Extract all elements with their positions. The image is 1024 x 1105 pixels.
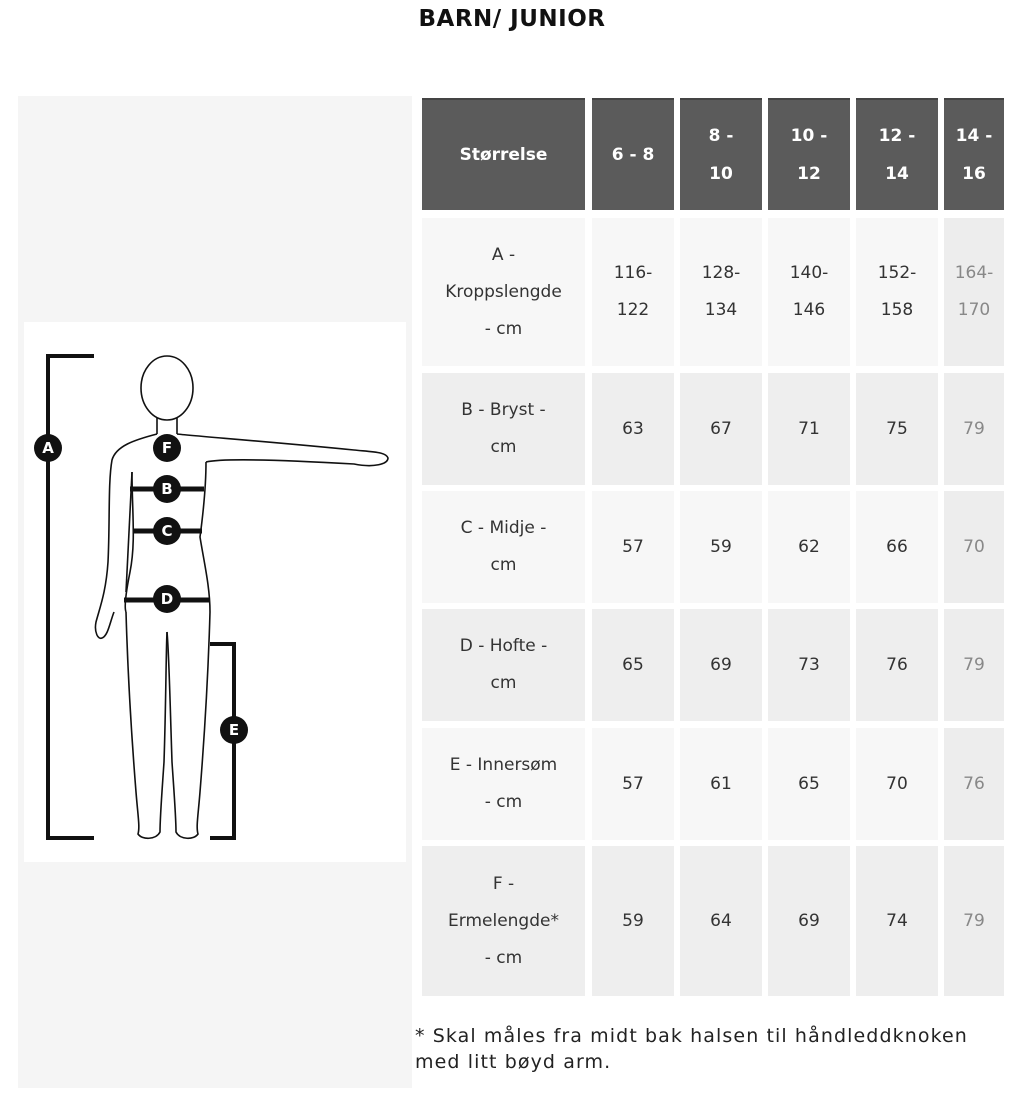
table-cell-line: 164- [954, 263, 994, 283]
bracket-a [48, 356, 94, 838]
table-cell [768, 491, 850, 603]
row-label-line: E - Innersøm [449, 755, 558, 775]
table-cell-line: 69 [710, 654, 732, 675]
table-cell [680, 218, 762, 366]
table-cell-line: 122 [616, 300, 650, 320]
body-outline [95, 356, 388, 838]
table-cell-line: 76 [886, 654, 908, 675]
table-cell [680, 373, 762, 485]
table-cell-line: 65 [622, 654, 644, 675]
table-cell [680, 846, 762, 996]
table-cell [768, 846, 850, 996]
row-label [422, 373, 585, 485]
header-size-col [768, 98, 850, 210]
table-cell [592, 728, 674, 840]
table-cell [592, 846, 674, 996]
marker-b-label: B [161, 480, 173, 498]
header-size-col [856, 98, 938, 210]
marker-f-label: F [161, 439, 173, 457]
row-label-line: F - [492, 873, 515, 894]
table-cell-line: 65 [798, 773, 820, 794]
table-cell-line: 59 [622, 910, 644, 931]
row-label-line: cm [490, 673, 517, 693]
table-cell [592, 373, 674, 485]
header-size-col [592, 98, 674, 210]
row-label-line: Kroppslengde [445, 281, 562, 302]
header-size-col [944, 98, 1004, 210]
table-cell-line: 76 [963, 773, 985, 794]
table-cell [592, 218, 674, 366]
table-cell-line: 70 [886, 773, 908, 794]
table-cell [944, 846, 1004, 996]
marker-d-label: D [160, 590, 174, 608]
table-cell-line: 57 [622, 773, 644, 794]
table-cell-line: 62 [798, 536, 820, 557]
header-size-col-line: 10 - [790, 126, 828, 146]
table-cell-line: 63 [622, 418, 644, 439]
table-cell [856, 728, 938, 840]
table-cell [768, 373, 850, 485]
table-cell-line: 73 [798, 654, 820, 675]
row-label-line: D - Hofte - [459, 636, 548, 656]
row-label-line: A - [491, 244, 516, 265]
table-cell-line: 74 [886, 910, 908, 931]
table-cell-line: 79 [963, 910, 985, 931]
table-cell-line: 79 [963, 418, 985, 439]
table-cell [768, 218, 850, 366]
table-cell-line: 79 [963, 654, 985, 675]
header-size-col-line: 12 [797, 164, 821, 184]
marker-a-label: A [42, 439, 54, 457]
footnote-line-2: med litt bøyd arm. [415, 1051, 612, 1073]
marker-e-label: E [228, 721, 240, 739]
footnote-line-1: * Skal måles fra midt bak halsen til håndleddknoken [415, 1025, 968, 1047]
header-size-col [680, 98, 762, 210]
row-label-line: B - Bryst - [461, 400, 546, 420]
table-cell-line: 140- [789, 263, 829, 283]
table-cell-line: 69 [798, 910, 820, 931]
table-cell-line: 75 [886, 418, 908, 439]
table-cell [856, 609, 938, 721]
table-cell-line: 59 [710, 536, 732, 557]
table-cell-line: 70 [963, 536, 985, 557]
header-size-col-line: 14 - [955, 126, 993, 146]
table-cell [944, 373, 1004, 485]
table-cell-line: 134 [704, 300, 738, 320]
table-cell-line: 170 [957, 300, 991, 320]
header-size-col-line: 6 - 8 [611, 145, 655, 165]
page-title: BARN/ JUNIOR [418, 6, 606, 32]
header-size-col-line: 8 - [708, 126, 734, 146]
table-cell [856, 373, 938, 485]
row-label-line: cm [490, 555, 517, 575]
table-cell [944, 218, 1004, 366]
marker-c-label: C [161, 522, 173, 540]
table-cell [680, 728, 762, 840]
header-size-col-line: 12 - [878, 126, 916, 146]
row-label [422, 218, 585, 366]
row-label-line: C - Midje - [460, 518, 547, 538]
row-label-line: - cm [484, 318, 523, 339]
table-cell [944, 491, 1004, 603]
table-cell [856, 491, 938, 603]
footnote [415, 1023, 1015, 1075]
row-label [422, 491, 585, 603]
row-label-line: - cm [484, 792, 523, 812]
table-cell-line: 146 [792, 300, 826, 320]
header-size-label-line: Størrelse [459, 145, 548, 165]
table-cell [592, 609, 674, 721]
table-cell-line: 64 [710, 910, 732, 931]
table-cell-line: 152- [877, 263, 917, 283]
table-cell [856, 846, 938, 996]
table-cell-line: 71 [798, 418, 820, 439]
table-cell-line: 61 [710, 773, 732, 794]
row-label-line: - cm [484, 947, 523, 968]
table-cell-line: 128- [701, 263, 741, 283]
table-cell [592, 491, 674, 603]
table-cell [856, 218, 938, 366]
table-cell-line: 158 [880, 300, 914, 320]
row-label-line: Ermelengde* [448, 910, 559, 931]
header-size-label [422, 98, 585, 210]
table-cell-line: 67 [710, 418, 732, 439]
size-table [418, 96, 1004, 1002]
row-label-line: cm [490, 437, 517, 457]
row-label [422, 728, 585, 840]
header-size-col-line: 16 [962, 164, 986, 184]
table-cell [768, 728, 850, 840]
table-cell-line: 66 [886, 536, 908, 557]
table-cell [680, 491, 762, 603]
row-label [422, 846, 585, 996]
table-cell [944, 728, 1004, 840]
table-cell [768, 609, 850, 721]
table-cell [680, 609, 762, 721]
table-cell-line: 116- [613, 263, 653, 283]
table-cell [944, 609, 1004, 721]
body-measurement-figure [24, 322, 406, 862]
row-label [422, 609, 585, 721]
header-size-col-line: 14 [885, 164, 909, 184]
table-cell-line: 57 [622, 536, 644, 557]
header-size-col-line: 10 [709, 164, 733, 184]
